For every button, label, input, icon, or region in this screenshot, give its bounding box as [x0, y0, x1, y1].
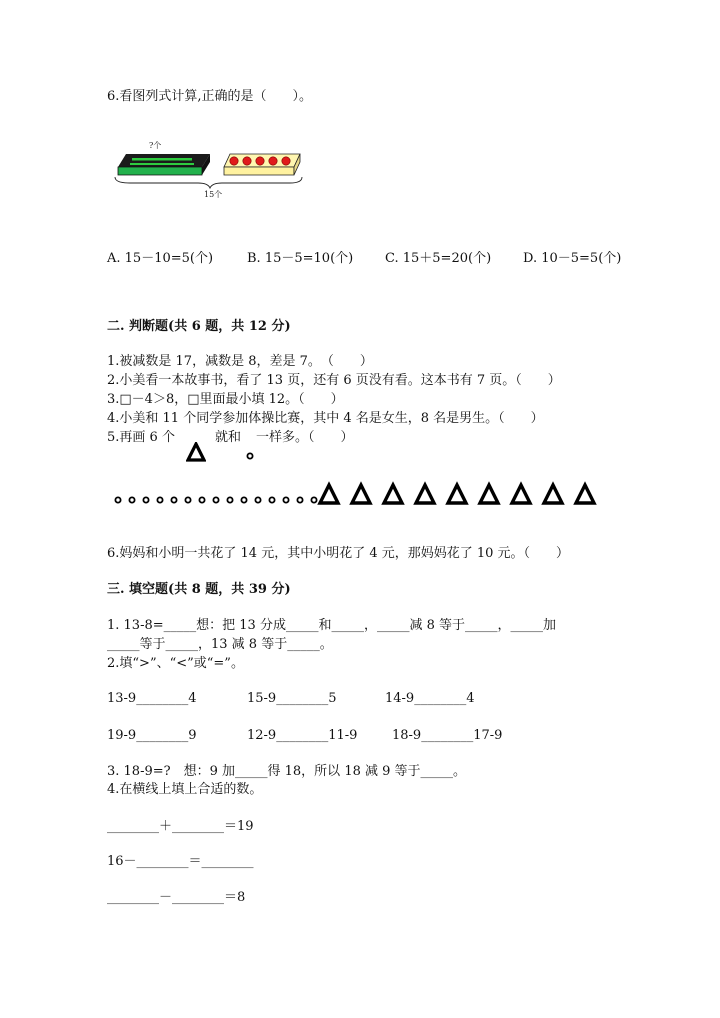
judge-q6: 6.妈妈和小明一共花了 14 元，其中小明花了 4 元，那妈妈花了 10 元。（ ） [107, 546, 570, 561]
option-d: D. 10－5=5(个) [523, 251, 622, 266]
judge-q4: 4.小美和 11 个同学参加体操比赛，其中 4 名是女生，8 名是男生。（ ） [107, 411, 544, 426]
option-c: C. 15＋5=20(个) [385, 251, 492, 266]
fill-q3: 3. 18-9=? 想：9 加_____得 18，所以 18 减 9 等于_____。 [107, 764, 467, 779]
red-ball [230, 157, 238, 165]
red-ball [269, 157, 277, 165]
red-ball [282, 157, 290, 165]
figure-bottom-label: 15个 [204, 190, 223, 199]
judge-q5-part3: 一样多。（ ） [256, 430, 354, 445]
compare-item: 15-9________5 [247, 691, 337, 706]
equation-1: ________＋________＝19 [107, 819, 254, 834]
fill-q1-line2: _____等于_____，13 减 8 等于_____。 [107, 637, 333, 652]
q6-figure [110, 136, 310, 206]
q5-inline-circle-icon [245, 451, 255, 461]
compare-item: 19-9________9 [107, 728, 197, 743]
judge-q2: 2.小美看一本故事书，看了 13 页，还有 6 页没有看。这本书有 7 页。（ ） [107, 373, 561, 388]
shapes-row [110, 480, 602, 510]
compare-item: 12-9________11-9 [247, 728, 358, 743]
fill-q4: 4.在横线上填上合适的数。 [107, 782, 263, 797]
equation-2: 16－________＝________ [107, 854, 254, 869]
equation-3: ________－________＝8 [107, 890, 246, 905]
triangles [320, 485, 594, 503]
option-a: A. 15－10=5(个) [107, 251, 214, 266]
q5-inline-triangle-icon [186, 442, 206, 462]
compare-item: 18-9________17-9 [392, 728, 503, 743]
section-2-title: 二. 判断题(共 6 题，共 12 分) [107, 319, 291, 334]
question-6-stem: 6.看图列式计算,正确的是（ ）。 [107, 89, 313, 104]
judge-q1: 1.被减数是 17，减数是 8，差是 7。 （ ） [107, 354, 373, 369]
judge-q3: 3.□－4＞8，□里面最小填 12。（ ） [107, 392, 344, 407]
section-3-title: 三. 填空题(共 8 题，共 39 分) [107, 582, 291, 597]
figure-top-label: ?个 [149, 141, 162, 150]
fill-q1-line1: 1. 13-8=_____想：把 13 分成_____和_____，_____减 8 等于_____，_____加 [107, 618, 556, 633]
compare-item: 13-9________4 [107, 691, 197, 706]
fill-q2: 2.填“>”、“<”或“=”。 [107, 656, 244, 671]
compare-item: 14-9________4 [385, 691, 475, 706]
red-ball [256, 157, 264, 165]
small-circles [115, 497, 316, 502]
red-ball [243, 157, 251, 165]
judge-q5-part2: 就和 [215, 430, 242, 445]
option-b: B. 15－5=10(个) [247, 251, 354, 266]
judge-q5-part1: 5.再画 6 个 [107, 430, 175, 445]
